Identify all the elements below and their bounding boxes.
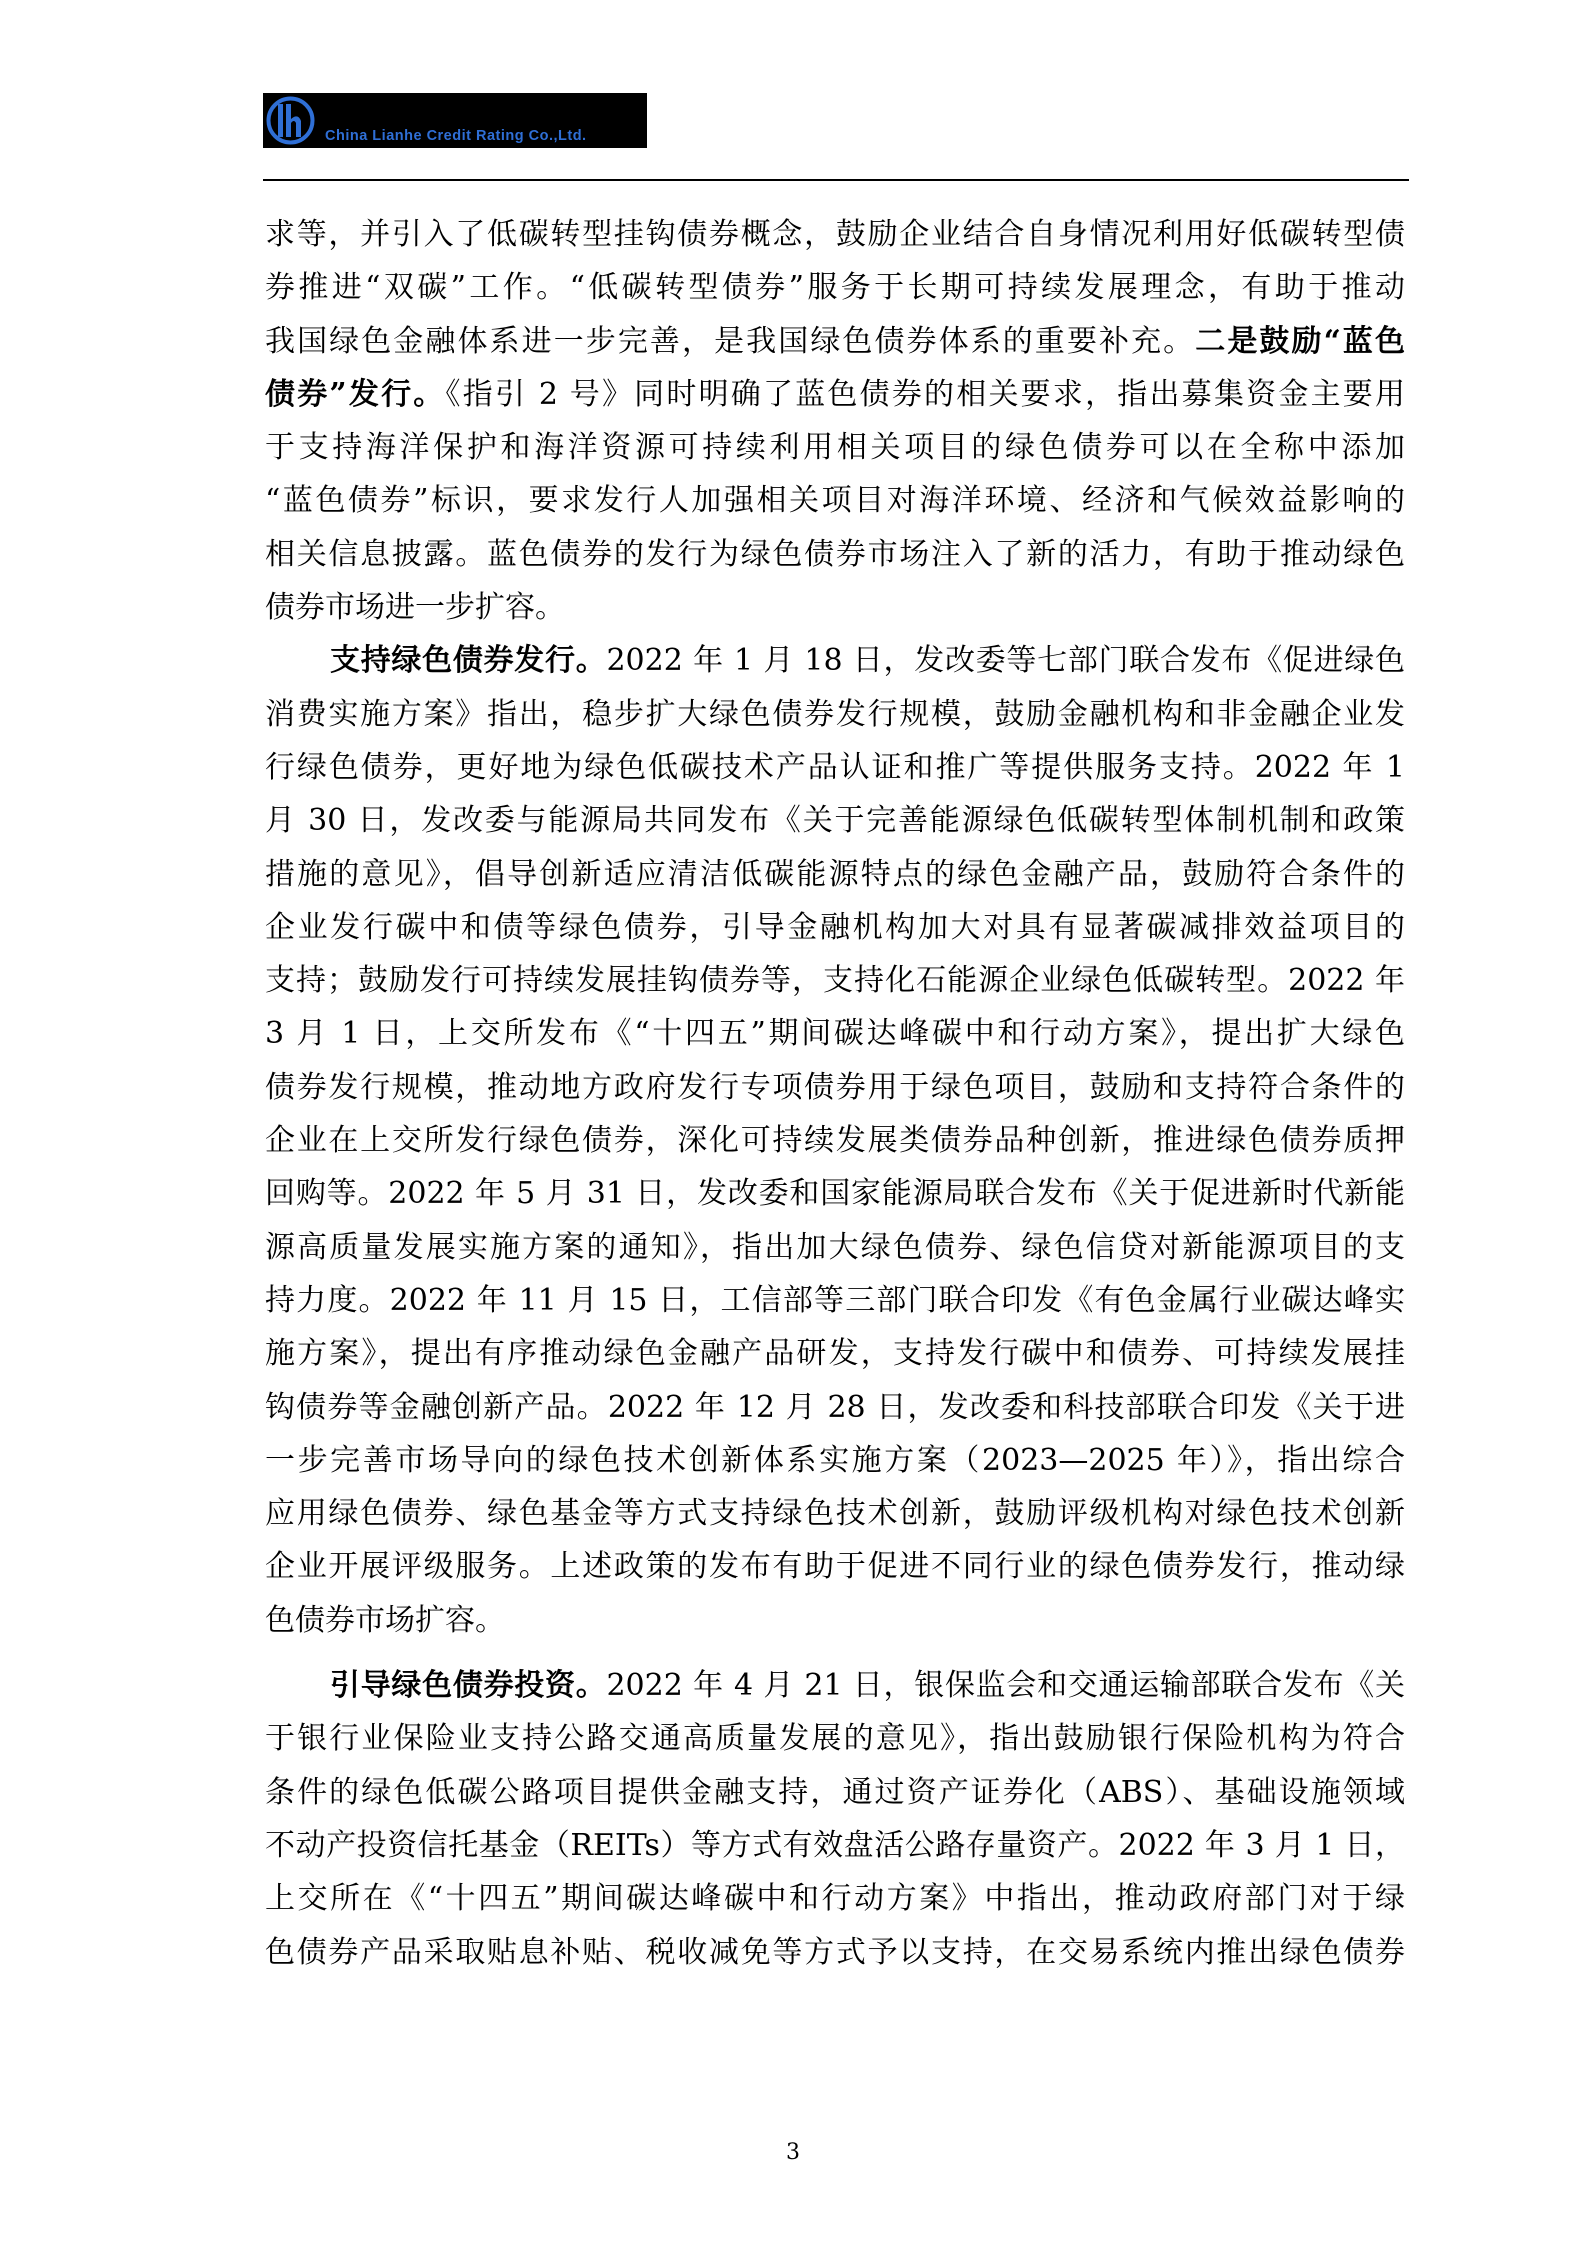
text-line: 3 月 1 日，上交所发布《“十四五”期间碳达峰碳中和行动方案》，提出扩大绿色 — [265, 1016, 1405, 1052]
text-line: 钩债券等金融创新产品。2022 年 12 月 28 日，发改委和科技部联合印发《关于进 — [265, 1389, 1405, 1425]
text-line: 券推进“双碳”工作。“低碳转型债券”服务于长期可持续发展理念，有助于推动 — [265, 270, 1405, 306]
text-line: 于支持海洋保护和海洋资源可持续利用相关项目的绿色债券可以在全称中添加 — [265, 430, 1405, 466]
header-logo — [263, 93, 647, 148]
text-line: 应用绿色债券、绿色基金等方式支持绿色技术创新，鼓励评级机构对绿色技术创新 — [265, 1496, 1405, 1532]
paragraph — [265, 1659, 1405, 1979]
paragraph-gap — [265, 1647, 1405, 1659]
text-line: 引导绿色债券投资。2022 年 4 月 21 日，银保监会和交通运输部联合发布《关 — [330, 1668, 1405, 1704]
text-line: 我国绿色金融体系进一步完善，是我国绿色债券体系的重要补充。二是鼓励“蓝色 — [265, 323, 1405, 359]
text-line: 一步完善市场导向的绿色技术创新体系实施方案（2023—2025 年）》，指出综合 — [265, 1442, 1405, 1478]
bold-heading: 债券”发行。 — [265, 376, 446, 412]
document-body — [265, 208, 1405, 1979]
text-line: 相关信息披露。蓝色债券的发行为绿色债券市场注入了新的活力，有助于推动绿色 — [265, 536, 1405, 572]
text-line: 持力度。2022 年 11 月 15 日，工信部等三部门联合印发《有色金属行业碳达峰实 — [265, 1282, 1405, 1318]
text-line: 不动产投资信托基金（REITs）等方式有效盘活公路存量资产。2022 年 3 月 1 日， — [265, 1827, 1405, 1863]
text-line: 支持绿色债券发行。2022 年 1 月 18 日，发改委等七部门联合发布《促进绿色 — [330, 643, 1405, 679]
bold-heading: 支持绿色债券发行。 — [330, 643, 607, 679]
text-line: 行绿色债券，更好地为绿色低碳技术产品认证和推广等提供服务支持。2022 年 1 — [265, 749, 1405, 785]
text-line: 条件的绿色低碳公路项目提供金融支持，通过资产证券化（ABS）、基础设施领域 — [265, 1774, 1405, 1810]
text-line: 消费实施方案》指出，稳步扩大绿色债券发行规模，鼓励金融机构和非金融企业发 — [265, 696, 1405, 732]
paragraph — [265, 634, 1405, 1647]
text-line: 支持；鼓励发行可持续发展挂钩债券等，支持化石能源企业绿色低碳转型。2022 年 — [265, 963, 1405, 999]
bold-heading: 引导绿色债券投资。 — [330, 1668, 607, 1704]
text-line: “蓝色债券”标识，要求发行人加强相关项目对海洋环境、经济和气候效益影响的 — [265, 483, 1405, 519]
text-line: 债券发行规模，推动地方政府发行专项债券用于绿色项目，鼓励和支持符合条件的 — [265, 1069, 1405, 1105]
logo-text: China Lianhe Credit Rating Co.,Ltd. — [325, 128, 587, 144]
text-line: 回购等。2022 年 5 月 31 日，发改委和国家能源局联合发布《关于促进新时代新能 — [265, 1176, 1405, 1212]
text-line: 色债券市场扩容。 — [265, 1602, 505, 1638]
text-line: 施方案》，提出有序推动绿色金融产品研发，支持发行碳中和债券、可持续发展挂 — [265, 1336, 1405, 1372]
lianhe-logo-icon — [265, 95, 316, 146]
text-line: 求等，并引入了低碳转型挂钩债券概念，鼓励企业结合自身情况利用好低碳转型债 — [265, 217, 1405, 252]
header-divider — [263, 179, 1409, 181]
page-number: 3 — [786, 2140, 800, 2165]
text-line: 企业发行碳中和债等绿色债券，引导金融机构加大对具有显著碳减排效益项目的 — [265, 909, 1405, 945]
text-line: 于银行业保险业支持公路交通高质量发展的意见》，指出鼓励银行保险机构为符合 — [265, 1721, 1405, 1757]
paragraph — [265, 208, 1405, 634]
text-line: 措施的意见》，倡导创新适应清洁低碳能源特点的绿色金融产品，鼓励符合条件的 — [265, 856, 1405, 892]
text-line: 企业开展评级服务。上述政策的发布有助于促进不同行业的绿色债券发行，推动绿 — [265, 1549, 1405, 1585]
text-line: 企业在上交所发行绿色债券，深化可持续发展类债券品种创新，推进绿色债券质押 — [265, 1123, 1405, 1159]
text-line: 色债券产品采取贴息补贴、税收减免等方式予以支持，在交易系统内推出绿色债券 — [265, 1934, 1405, 1970]
text-line: 月 30 日，发改委与能源局共同发布《关于完善能源绿色低碳转型体制机制和政策 — [265, 803, 1405, 839]
text-line: 债券”发行。《指引 2 号》同时明确了蓝色债券的相关要求，指出募集资金主要用 — [265, 376, 1405, 412]
text-line: 源高质量发展实施方案的通知》，指出加大绿色债券、绿色信贷对新能源项目的支 — [265, 1229, 1405, 1265]
text-line: 上交所在《“十四五”期间碳达峰碳中和行动方案》中指出，推动政府部门对于绿 — [265, 1881, 1405, 1917]
bold-heading: 二是鼓励“蓝色 — [1195, 323, 1405, 359]
text-line: 债券市场进一步扩容。 — [265, 590, 565, 626]
